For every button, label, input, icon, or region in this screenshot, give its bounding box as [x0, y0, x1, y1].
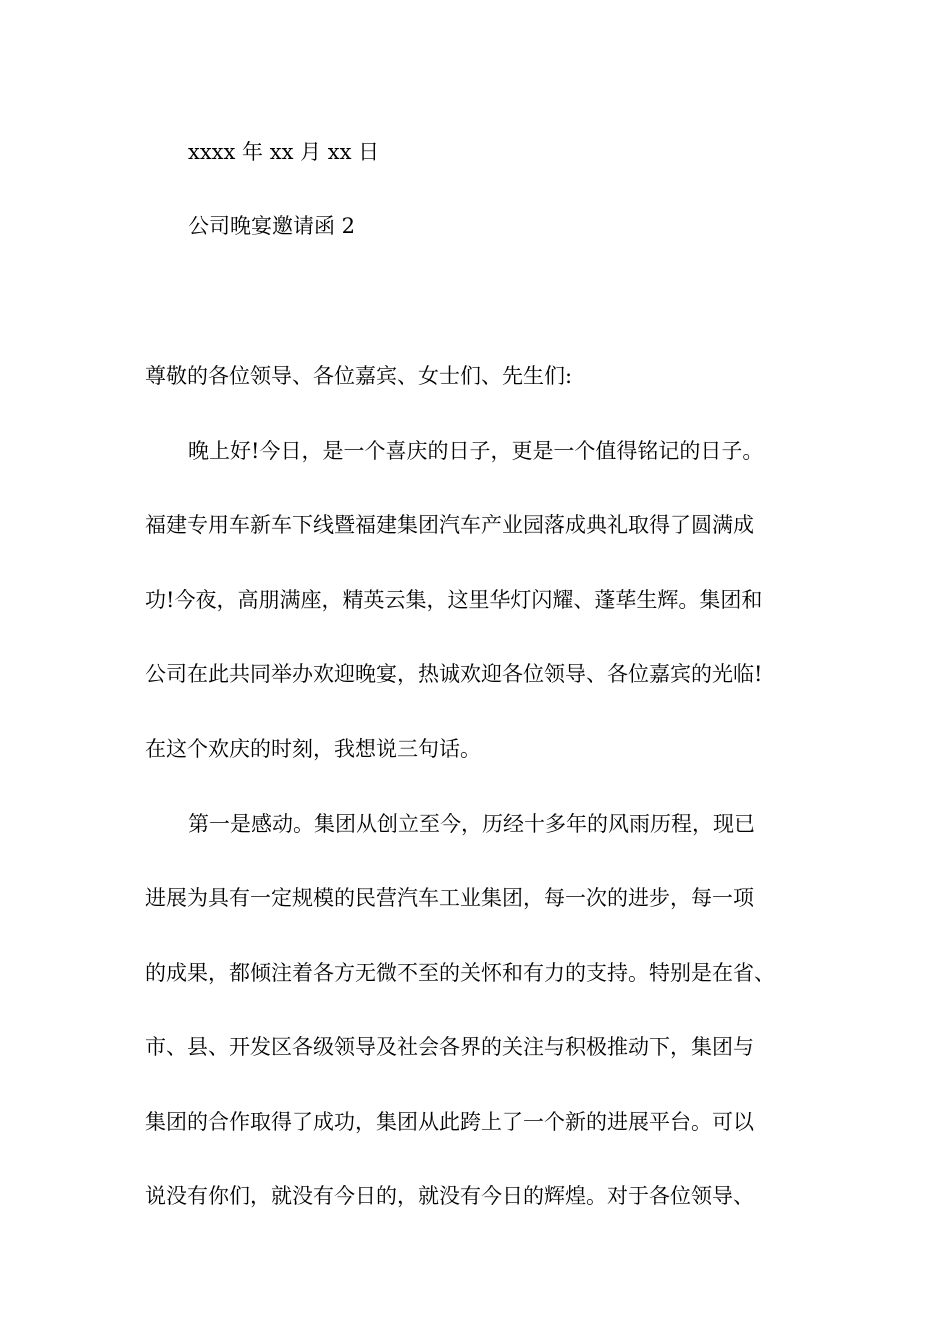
paragraph-line: 第一是感动。集团从创立至今，历经十多年的风雨历程，现已: [188, 812, 755, 836]
paragraph-line: 说没有你们，就没有今日的，就没有今日的辉煌。对于各位领导、: [145, 1184, 754, 1208]
paragraph-line: 的成果，都倾注着各方无微不至的关怀和有力的支持。特别是在省、: [145, 961, 775, 985]
paragraph-line: 晚上好!今日，是一个喜庆的日子，更是一个值得铭记的日子。: [188, 439, 764, 463]
salutation: 尊敬的各位领导、各位嘉宾、女士们、先生们:: [145, 364, 573, 388]
paragraph-line: 福建专用车新车下线暨福建集团汽车产业园落成典礼取得了圆满成: [145, 513, 754, 537]
paragraph-line: 功!今夜，高朋满座，精英云集，这里华灯闪耀、蓬荜生辉。集团和: [145, 588, 763, 612]
paragraph-line: 市、县、开发区各级领导及社会各界的关注与积极推动下，集团与: [145, 1035, 754, 1059]
document-heading: 公司晚宴邀请函 2: [188, 214, 356, 238]
document-date: xxxx 年 xx 月 xx 日: [188, 140, 380, 164]
paragraph-line: 公司在此共同举办欢迎晚宴，热诚欢迎各位领导、各位嘉宾的光临!: [145, 662, 763, 686]
paragraph-line: 进展为具有一定规模的民营汽车工业集团，每一次的进步，每一项: [145, 886, 754, 910]
paragraph-line: 在这个欢庆的时刻，我想说三句话。: [145, 737, 481, 761]
paragraph-line: 集团的合作取得了成功，集团从此跨上了一个新的进展平台。可以: [145, 1110, 754, 1134]
